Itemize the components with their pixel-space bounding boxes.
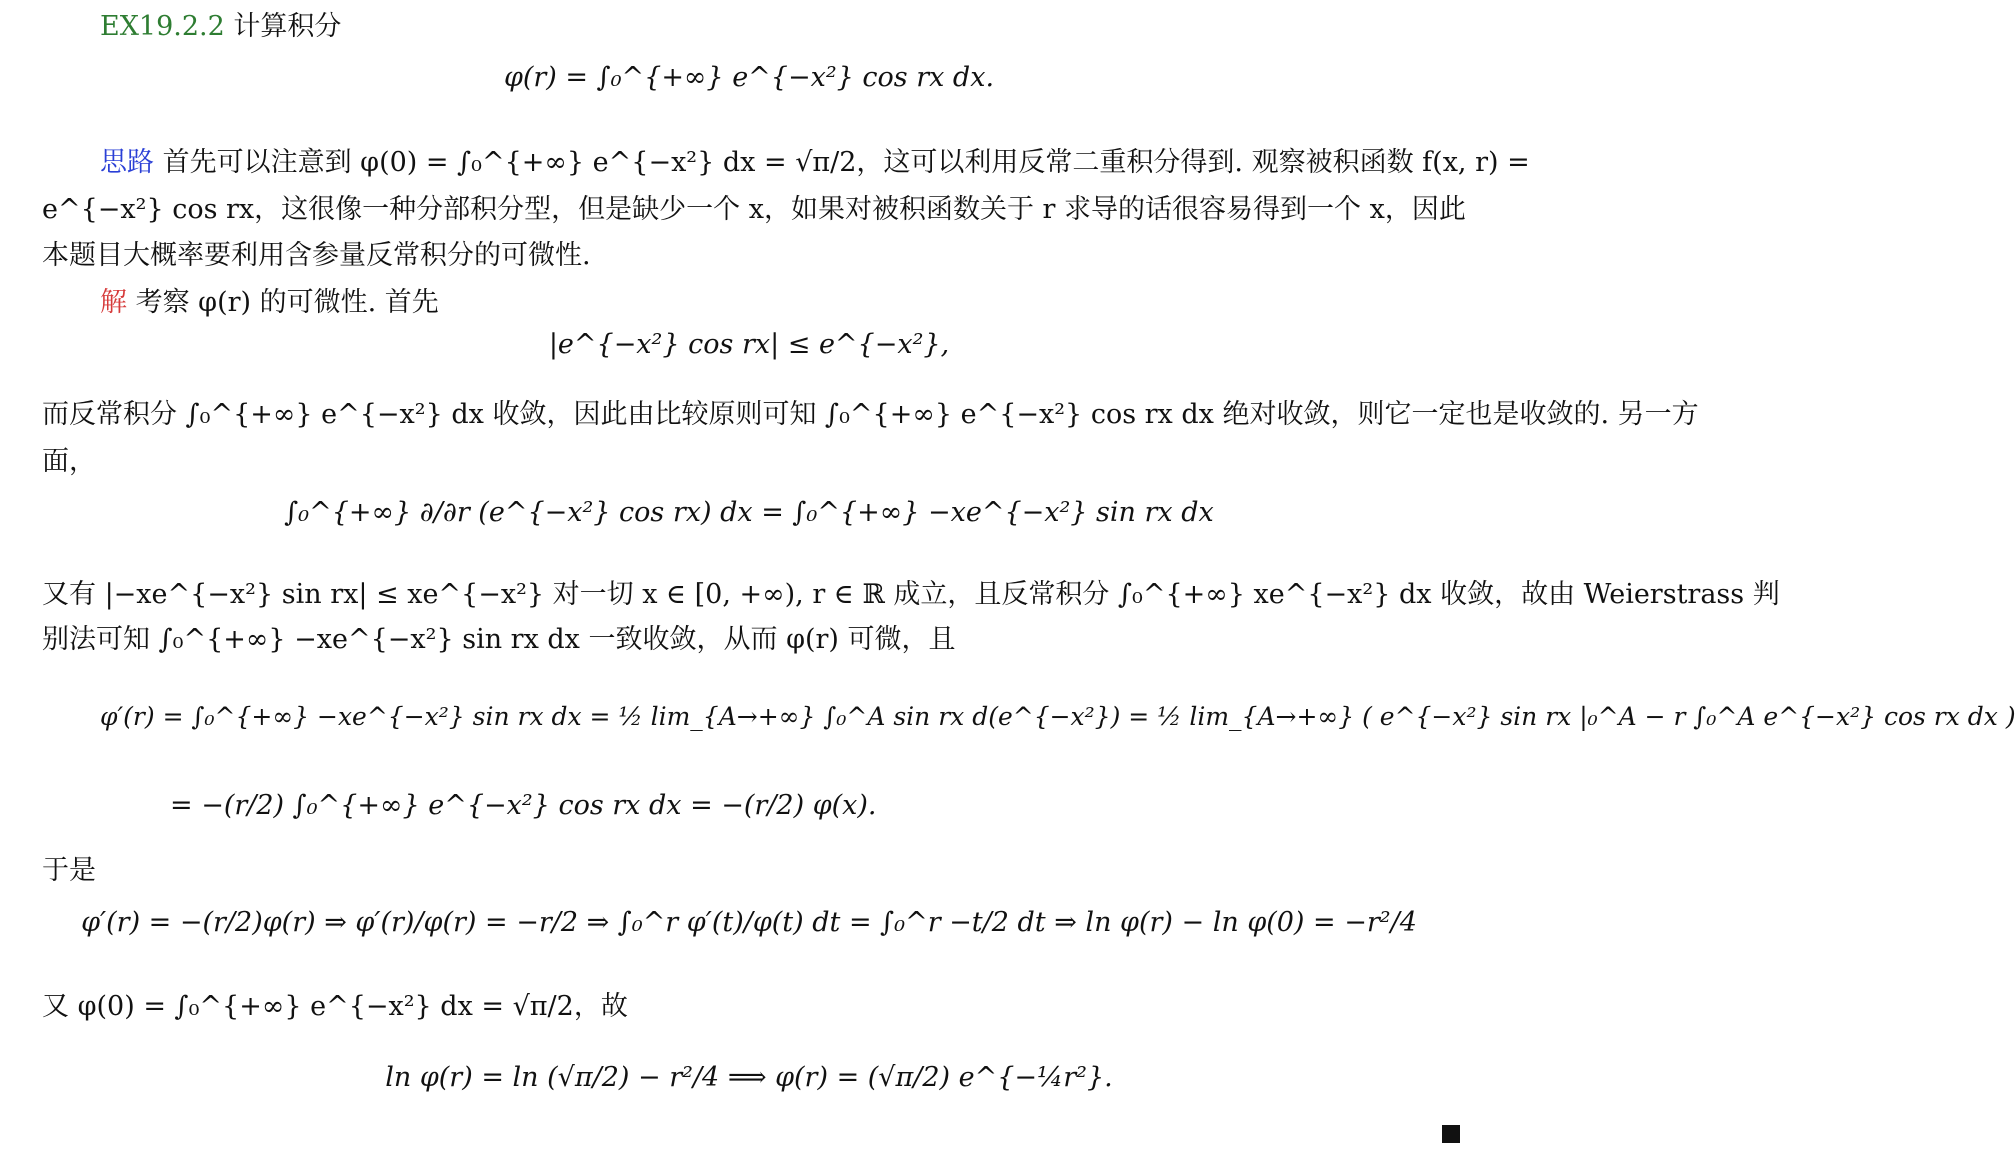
idea-text-1: 首先可以注意到 φ(0) = ∫₀^{+∞} e^{−x²} dx = √π/2，这可以利用反常二重积分得到. 观察被积函数 f(x, r) =	[162, 147, 1530, 178]
equation-final-result: ln φ(r) = ln (√π/2) − r²/4 ⟹ φ(r) = (√π/2) e^{−¼r²}.	[385, 1062, 1113, 1093]
idea-paragraph-line-1	[100, 140, 1530, 186]
idea-paragraph-line-3: 本题目大概率要利用含参量反常积分的可微性.	[42, 240, 591, 271]
equation-derivative-integral: ∫₀^{+∞} ∂/∂r (e^{−x²} cos rx) dx = ∫₀^{+∞} −xe^{−x²} sin rx dx	[284, 497, 1214, 528]
idea-label: 思路	[100, 147, 154, 178]
equation-bound: |e^{−x²} cos rx| ≤ e^{−x²},	[548, 329, 950, 360]
solution-paragraph-line-4: 又有 |−xe^{−x²} sin rx| ≤ xe^{−x²} 对一切 x ∈ [0, +∞), r ∈ ℝ 成立，且反常积分 ∫₀^{+∞} xe^{−x²} dx 收敛，故由 Weierstrass 判	[42, 579, 1780, 610]
solution-paragraph-line-6: 于是	[42, 855, 96, 886]
solution-text-1: 考察 φ(r) 的可微性. 首先	[135, 287, 439, 318]
solution-label: 解	[100, 287, 127, 318]
equation-ode: φ′(r) = −(r/2)φ(r) ⇒ φ′(r)/φ(r) = −r/2 ⇒ ∫₀^r φ′(t)/φ(t) dt = ∫₀^r −t/2 dt ⇒ ln φ(r) − ln φ(0) = −r²/4	[81, 907, 1417, 938]
exercise-number: EX19.2.2	[100, 11, 225, 42]
equation-phi-prime: φ′(r) = ∫₀^{+∞} −xe^{−x²} sin rx dx = ½ lim_{A→+∞} ∫₀^A sin rx d(e^{−x²}) = ½ lim_{A→+∞} ( e^{−x²} sin rx |₀^A − r ∫₀^A e^{−x²} cos rx dx )	[100, 702, 2016, 731]
equation-phi-prime-result: = −(r/2) ∫₀^{+∞} e^{−x²} cos rx dx = −(r/2) φ(x).	[170, 790, 877, 821]
solution-paragraph-line-3: 面，	[42, 446, 96, 477]
idea-paragraph-line-2: e^{−x²} cos rx，这很像一种分部积分型，但是缺少一个 x，如果对被积函数关于 r 求导的话很容易得到一个 x，因此	[42, 194, 1466, 225]
solution-paragraph-line-2: 而反常积分 ∫₀^{+∞} e^{−x²} dx 收敛，因此由比较原则可知 ∫₀^{+∞} e^{−x²} cos rx dx 绝对收敛，则它一定也是收敛的. 另一方	[42, 399, 1699, 430]
qed-square-icon	[1442, 1125, 1460, 1143]
solution-paragraph-line-1	[100, 280, 439, 326]
solution-paragraph-line-5: 别法可知 ∫₀^{+∞} −xe^{−x²} sin rx dx 一致收敛，从而 φ(r) 可微，且	[42, 624, 956, 655]
exercise-heading	[100, 4, 341, 50]
solution-paragraph-line-7: 又 φ(0) = ∫₀^{+∞} e^{−x²} dx = √π/2，故	[42, 991, 628, 1022]
equation-phi-definition: φ(r) = ∫₀^{+∞} e^{−x²} cos rx dx.	[503, 62, 995, 93]
exercise-title: 计算积分	[233, 11, 342, 42]
